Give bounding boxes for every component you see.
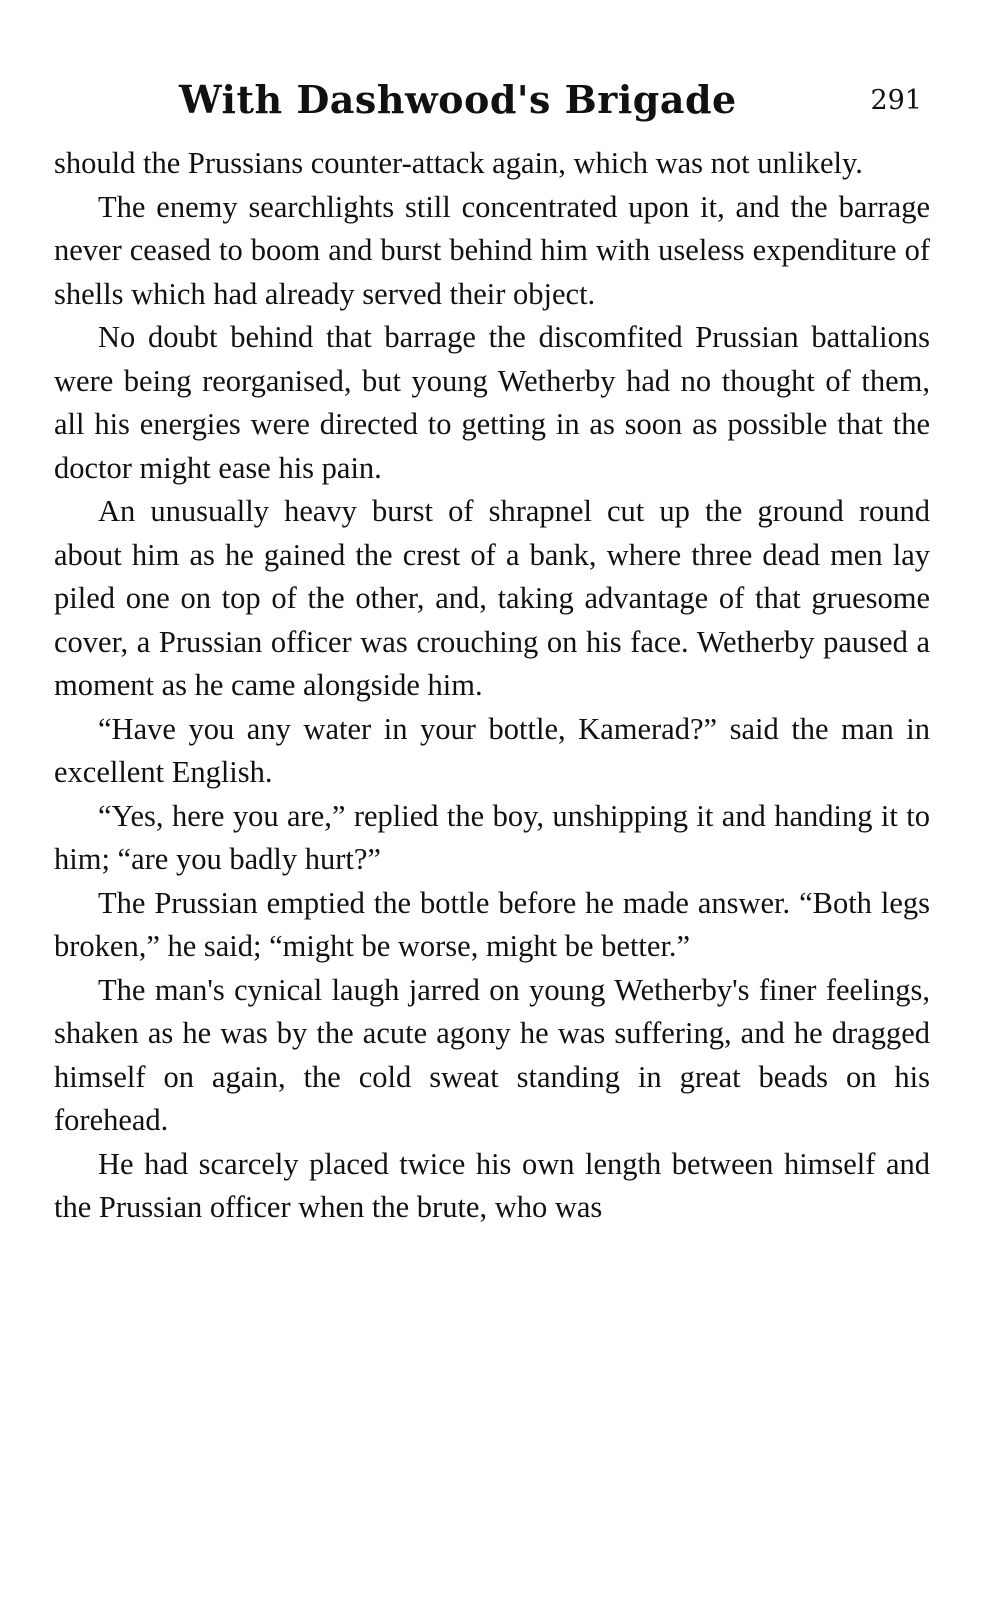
paragraph: The Prussian emptied the bottle before he made answer. “Both legs broken,” he said; “might be worse, might be better.” <box>54 885 930 963</box>
paragraph: He had scarcely placed twice his own length between himself and the Prussian officer when the brute, who was <box>54 1146 930 1224</box>
paragraph: “Have you any water in your bottle, Kamerad?” said the man in excellent English. <box>54 711 930 789</box>
paragraph: An unusually heavy burst of shrapnel cut up the ground round about him as he gained the crest of a bank, where three dead men lay piled one on top of the other, and, taking advantage of that gruesome cover, a Prussian officer was crouching on his face. Wetherby paused a moment as he came alongside him. <box>54 494 930 702</box>
paragraph: No doubt behind that barrage the discomfited Prussian battalions were being reorganised, but young Wetherby had no thought of them, all his energies were directed to getting in as soon as possible that the doctor might ease his pain. <box>54 320 930 485</box>
paragraph: The enemy searchlights still concentrated upon it, and the barrage never ceased to boom and burst behind him with useless expenditure of shells which had already served their object. <box>54 189 930 311</box>
running-head <box>54 70 930 142</box>
running-title: With Dashwood's Brigade <box>179 77 737 122</box>
paragraph: “Yes, here you are,” replied the boy, unshipping it and handing it to him; “are you badly hurt?” <box>54 798 930 876</box>
page-number: 291 <box>870 85 922 116</box>
paragraph: should the Prussians counter-attack again, which was not unlikely. <box>54 146 863 180</box>
book-page <box>54 70 930 1570</box>
body-text <box>54 142 930 1230</box>
paragraph: The man's cynical laugh jarred on young Wetherby's finer feelings, shaken as he was by the acute agony he was suffering, and he dragged himself on again, the cold sweat standing in great beads on his forehead. <box>54 972 930 1137</box>
